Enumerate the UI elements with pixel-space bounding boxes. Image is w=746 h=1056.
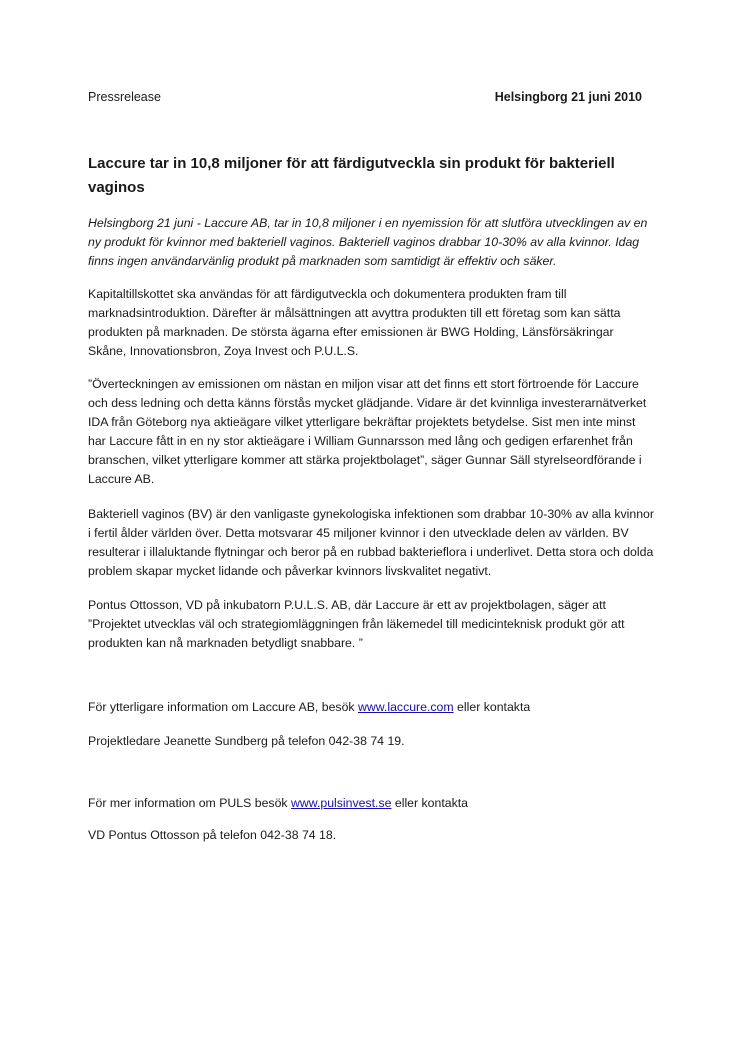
body-paragraph-financing: Kapitaltillskottet ska användas för att färdigutveckla och dokumentera produkten fram till marknadsintroduktion. Därefter är målsättningen att avyttra produkten till ett företag som kan sätta produkten på marknaden. De största ägarna efter emissionen är BWG Holding, Länsförsäkringar Skåne, Innovationsbron, Zoya Invest och P.U.L.S. bbox=[88, 287, 621, 358]
press-release-title: Laccure tar in 10,8 miljoner för att färdigutveckla sin produkt för bakteriell vaginos bbox=[88, 155, 615, 196]
body-paragraph-bv-background: Bakteriell vaginos (BV) är den vanligaste gynekologiska infektionen som drabbar 10-30% av alla kvinnor i fertil ålder världen över. Detta motsvarar 45 miljoner kvinnor i den utvecklade delen av världen. BV resulterar i illaluktande flytningar och beror på en rubbad bakterieflora i underlivet. Detta stora och dolda problem skapar mycket lidande och påverkar kvinnors livskvalitet negativt. bbox=[88, 507, 654, 578]
contact-puls-info bbox=[88, 794, 654, 813]
document-type-label: Pressrelease bbox=[88, 90, 161, 104]
laccure-website-link[interactable]: www.laccure.com bbox=[357, 700, 454, 714]
header-row bbox=[88, 90, 642, 104]
contact-laccure-suffix: eller kontakta bbox=[453, 700, 531, 714]
contact-puls-prefix: För mer information om PULS besök bbox=[88, 796, 291, 810]
body-paragraph-quote-chairman: ”Överteckningen av emissionen om nästan en miljon visar att det finns ett stort förtroende för Laccure och dess ledning och detta känns förstås mycket glädjande. Vidare är det kvinnliga investerarnätverket IDA från Göteborg nya aktieägare vilket ytterligare bekräftar projektets betydelse. Sist men inte minst har Laccure fått in en ny stor aktieägare i William Gunnarsson med lång och gedigen erfarenhet från branschen, vilket ytterligare kommer att stärka projektbolaget”, säger Gunnar Säll styrelseordförande i Laccure AB. bbox=[88, 377, 647, 486]
lead-paragraph: Helsingborg 21 juni - Laccure AB, tar in 10,8 miljoner i en nyemission för att slutföra utvecklingen av en ny produkt för kvinnor med bakteriell vaginos. Bakteriell vaginos drabbar 10-30% av alla kvinnor. Idag finns ingen användarvänlig produkt på marknaden som samtidigt är effektiv och säker. bbox=[88, 216, 648, 268]
contact-puls-person: VD Pontus Ottosson på telefon 042-38 74 18. bbox=[88, 828, 337, 842]
contact-laccure-person: Projektledare Jeanette Sundberg på telefon 042-38 74 19. bbox=[88, 734, 405, 748]
contact-laccure-info bbox=[88, 698, 654, 717]
location-date: Helsingborg 21 juni 2010 bbox=[494, 90, 642, 104]
contact-puls-suffix: eller kontakta bbox=[391, 796, 469, 810]
contact-laccure-prefix: För ytterligare information om Laccure AB, besök bbox=[88, 700, 358, 714]
puls-website-link[interactable]: www.pulsinvest.se bbox=[290, 796, 392, 810]
body-paragraph-quote-ceo: Pontus Ottosson, VD på inkubatorn P.U.L.S. AB, där Laccure är ett av projektbolagen, säger att ”Projektet utvecklas väl och strategiomläggningen från läkemedel till medicinteknisk produkt gör att produkten kan nå marknaden betydligt snabbare. ” bbox=[88, 598, 625, 650]
